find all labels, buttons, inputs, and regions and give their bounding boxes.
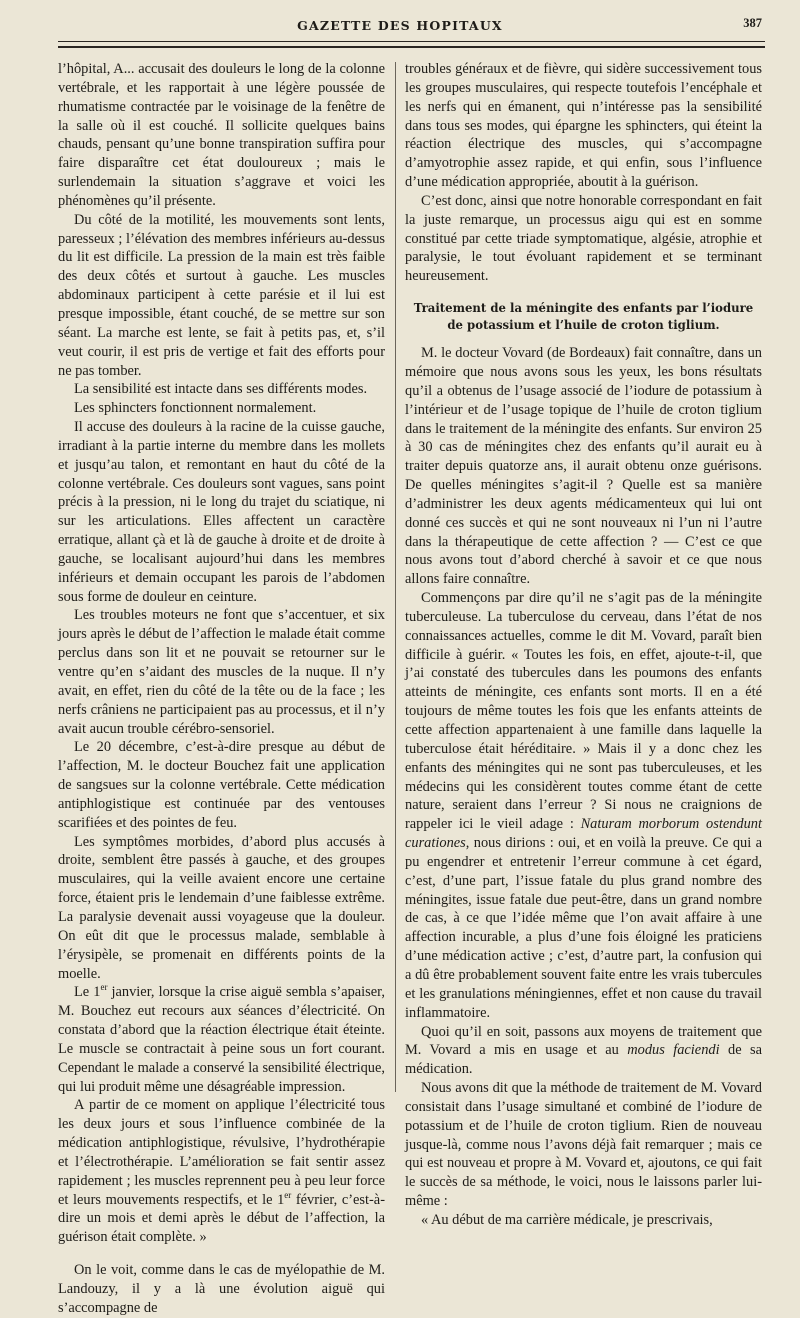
text-run: , nous dirions : oui, et en voilà la preuve. Ce qui a pu engendrer et entretenir l’erreur commune à cet égard, c’est, d’une part, l’issue fatale du plus grand nombre des méningites, issue fatale due peut-être, dans un grand nombre de cas, à ce que l’idée même que l’on avait affaire à une affection incurable, a plus d’une fois éloigné les praticiens d’une médication active ; c’est, d’autre part, la confusion qui a dû être probablement souvent faite entre les vrais tubercules et les granulations méningiennes, effet et non cause du travail inflammatoire. (405, 835, 762, 1021)
header-rule-thick (58, 46, 765, 48)
superscript: er (284, 1189, 292, 1200)
page-number: 387 (743, 16, 762, 30)
right-column (405, 60, 762, 1230)
paragraph: Les sphincters fonctionnent normalement. (74, 400, 317, 417)
paragraph: M. le docteur Vovard (de Bordeaux) fait connaître, dans un mémoire que nous avons sous les yeux, les bons résultats qu’il a obtenus de l’usage associé de l’iodure de potassium à l’intérieur et de l’usage topique de l’huile de croton tiglium dans le traitement de la méningite des enfants. Sur environ 25 à 30 cas de méningites chez des enfants qu’il aurait eu à traiter depuis quatorze ans, il aurait obtenu onze guérisons. De quelles méningites s’agit-il ? Quelle est sa manière d’administrer les deux agents médicamenteux qui lui ont donné ces succès et qui ne sont nouveaux ni l’un ni l’autre dans la thérapeutique de cette affection ? — C’est ce que nous avons tout d’abord cherché à savoir et ce que nous allons faire connaître. (405, 345, 762, 588)
text-run: février, c’est-à-dire un mois et demi après le début de l’affection, la guérison était complète. » (58, 1191, 385, 1246)
paragraph: Les troubles moteurs ne font que s’accentuer, et six jours après le début de l’affection le malade était comme perclus dans son lit et ne pouvait se retourner sur le ventre qu’en s’aidant des muscles de la nuque. Il n’y avait, en effet, rien du côté de la tête ou de la face ; les nerfs crâniens ne participaient pas au processus, et il n’y avait aucun trouble cérébro-sensoriel. (58, 607, 385, 737)
paragraph (58, 983, 385, 1096)
paragraph: Le 20 décembre, c’est-à-dire presque au début de l’affection, M. le docteur Bouchez fait une application de sangsues sur la colonne vertébrale. Cette médication antiphlogistique est continuée par des ventouses scarifiées et des pointes de feu. (58, 739, 385, 831)
paragraph: troubles généraux et de fièvre, qui sidère successivement tous les groupes musculaires, qui respecte toutefois l’encéphale et les nerfs qui en émanent, qui n’intéresse pas la sensibilité dans tous ses modes, qui épargne les sphincters, qui éteint la réaction électrique des muscles, qui s’accompagne d’amyotrophie assez rapide, et qui enfin, sous l’influence d’une médication appropriée, aboutit à la guérison. (405, 61, 762, 191)
paragraph: On le voit, comme dans le cas de myélopathie de M. Landouzy, il y a là une évolution aiguë qui s’accompagne de (58, 1262, 385, 1316)
latin-quote: Naturam morborum ostendunt curationes (405, 816, 762, 852)
paragraph (58, 1096, 385, 1247)
paragraph: La sensibilité est intacte dans ses différents modes. (74, 381, 368, 398)
column-divider (395, 62, 396, 1092)
paragraph: Nous avons dit que la méthode de traitement de M. Vovard consistait dans l’usage simultané et combiné de l’iodure de potassium et de l’huile de croton tiglium. Rien de nouveau jusque-là, comme nous l’avons déjà fait remarquer ; mais ce qui est nouveau et propre à M. Vovard et, ajoutons, ce qui fait le succès de sa méthode, le voici, nous le laissons parler lui-même : (405, 1080, 762, 1210)
left-column (58, 60, 385, 1318)
header-rule-thin (58, 41, 765, 42)
section-heading: Traitement de la méningite des enfants par l’iodure de potassium et l’huile de croton tiglium. (413, 301, 754, 333)
paragraph: « Au début de ma carrière médicale, je prescrivais, (421, 1211, 713, 1228)
text-run: A partir de ce moment on applique l’électricité tous les deux jours et sous l’influence combinée de la médication antiphlogistique, révulsive, l’hydrothérapie et l’électrothérapie. L’amélioration se fait sentir assez rapidement ; les muscles reprennent peu à peu leur force et leurs mouvements respectifs, et le 1 (58, 1097, 385, 1208)
text-run: de sa médication. (405, 1042, 762, 1078)
running-head (0, 14, 800, 38)
text-run: janvier, lorsque la crise aiguë sembla s’apaiser, M. Bouchez eut recours aux séances d’électricité. On constata d’abord que la réaction électrique était éteinte. Le muscle se contractait à peine sous un fort courant. Cependant le malade a conservé la sensibilité électrique, qui lui produit même une désagréable impression. (58, 984, 385, 1095)
text-run: Commençons par dire qu’il ne s’agit pas de la méningite tuberculeuse. La tuberculose du cerveau, dans l’état de nos connaissances actuelles, comme le dit M. Vovard, paraît bien difficile à guérir. « Toutes les fois, en effet, ajoute-t-il, que j’ai constaté des tubercules dans les poumons des enfants atteints de méningite, ces enfants sont morts. Il en a été toujours de même toutes les fois que les enfants atteints de cette affection appartenaient à une famille dans laquelle la tuberculose était héréditaire. » Mais il y a donc chez les enfants des méningites qui ne sont pas tuberculeuses, et les médecins qui les considèrent toutes comme étant de cette nature, seraient dans l’erreur ? Si nous ne craignions de rappeler ici le vieil adage : (405, 590, 762, 833)
text-run: Quoi qu’il en soit, passons aux moyens de traitement que M. Vovard a mis en usage et au (405, 1023, 762, 1059)
masthead-title: GAZETTE DES HOPITAUX (297, 18, 503, 33)
superscript: er (100, 982, 108, 993)
paragraph: Il accuse des douleurs à la racine de la cuisse gauche, irradiant à la partie interne du membre dans les mollets et jusqu’au talon, et remontant en haut du côté de la colonne vertébrale. Ces douleurs sont vagues, sans point précis à la pression, ni le long du trajet du sciatique, ni sur les articulations. Elles affectent un caractère erratique, allant çà et là de gauche à droite et de droite à gauche, se localisant aujourd’hui dans les membres inférieurs et demain occupant les parois de l’abdomen sous forme de douleur en ceinture. (58, 419, 385, 605)
paragraph (405, 589, 762, 1022)
paragraph: l’hôpital, A... accusait des douleurs le long de la colonne vertébrale, et les rapportait à une légère poussée de rhumatisme contractée par le voisinage de la fenêtre de la salle où il est couché. Il sollicite quelques bains chauds, pensant qu’une bonne transpiration suffira pour faire disparaître cet état douloureux ; mais le surlendemain la situation s’aggrave et voici les phénomènes qu’il présente. (58, 61, 385, 209)
paragraph-gap (58, 1247, 385, 1261)
paragraph: Les symptômes morbides, d’abord plus accusés à droite, semblent être passés à gauche, et des groupes musculaires, qui la veille avaient encore une certaine force, étaient pris le lendemain d’une faiblesse extrême. La paralysie devenait aussi voyageuse que la douleur. On eût dit que le processus malade, semblable à l’érysipèle, se promenait en différents points de la moelle. (58, 833, 385, 982)
paragraph (405, 1023, 762, 1080)
paragraph: C’est donc, ainsi que notre honorable correspondant en fait la juste remarque, un processus aigu qui est en somme constitué par cette triade symptomatique, algésie, atrophie et paralysie, le tout évoluant rapidement et se terminant heureusement. (405, 192, 762, 285)
latin-phrase: modus faciendi (627, 1042, 720, 1059)
text-run: Le 1 (74, 984, 101, 1001)
paragraph: Du côté de la motilité, les mouvements sont lents, paresseux ; l’élévation des membres inférieurs au-dessus du lit est difficile. La pression de la main est très faible des deux côtés et surtout à gauche. Les muscles abdominaux participent à cette parésie et il lui est presque impossible, étant couché, de se mettre sur son séant. La marche est lente, se fait à petits pas, et, s’il veut courir, il est pris de vertige et fait des efforts pour ne pas tomber. (58, 211, 385, 379)
